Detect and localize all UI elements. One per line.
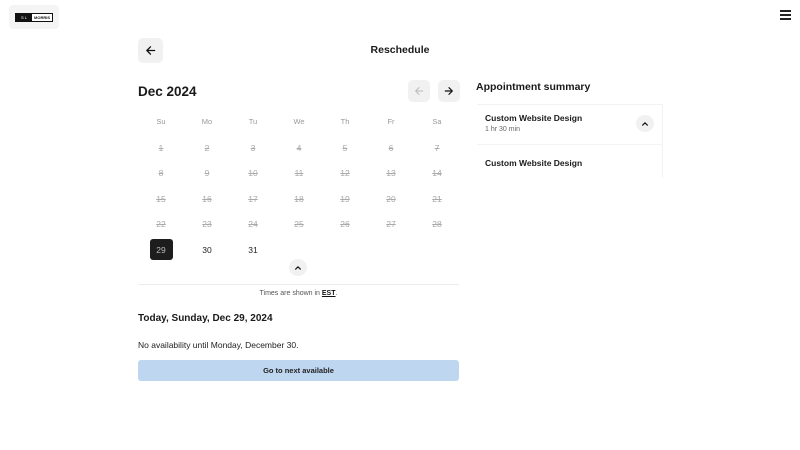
divider <box>138 284 459 285</box>
weekday-label: Fr <box>387 117 395 126</box>
calendar-day-number: 27 <box>386 219 396 230</box>
calendar-day <box>230 161 276 187</box>
timezone-link[interactable]: EST <box>321 290 336 297</box>
calendar-day <box>322 212 368 238</box>
selected-date-heading: Today, Sunday, Dec 29, 2024 <box>138 313 273 324</box>
calendar-day <box>184 161 230 187</box>
arrow-left-icon <box>145 45 156 56</box>
calendar-day <box>138 186 184 212</box>
calendar-day-number: 31 <box>248 244 258 255</box>
calendar-day <box>184 186 230 212</box>
calendar-day-number: 12 <box>340 168 350 179</box>
calendar-day <box>138 135 184 161</box>
calendar-day-number: 2 <box>204 142 210 153</box>
calendar-day-number: 5 <box>342 142 348 153</box>
calendar-day <box>414 212 460 238</box>
calendar-day <box>368 161 414 187</box>
weekday-label: Tu <box>248 117 258 126</box>
hamburger-menu-icon[interactable] <box>776 7 794 23</box>
calendar-day <box>414 186 460 212</box>
weekday-label: Su <box>156 117 166 126</box>
calendar-day <box>368 186 414 212</box>
calendar-day-number: 13 <box>386 168 396 179</box>
calendar-day-number: 15 <box>156 193 166 204</box>
arrow-right-icon <box>444 86 454 96</box>
calendar-day <box>322 186 368 212</box>
calendar-day <box>230 212 276 238</box>
calendar-day-number: 16 <box>202 193 212 204</box>
calendar-day <box>230 186 276 212</box>
logo-left-text: S L <box>20 14 27 20</box>
calendar-day <box>276 186 322 212</box>
calendar-day-number: 7 <box>434 142 440 153</box>
timezone-note <box>138 290 459 297</box>
logo-right-text: MORRIS <box>34 14 50 20</box>
calendar-day-number: 29 <box>150 239 173 260</box>
weekday-label: Sa <box>432 117 442 126</box>
calendar-month-label: Dec 2024 <box>138 84 197 99</box>
service-name: Custom Website Design <box>485 113 583 123</box>
calendar-day <box>184 212 230 238</box>
timezone-suffix: . <box>335 290 338 297</box>
calendar-day-number: 1 <box>158 142 164 153</box>
calendar-day-number: 9 <box>204 168 210 179</box>
summary-title: Appointment summary <box>476 81 591 93</box>
calendar-day-number: 18 <box>294 193 304 204</box>
go-to-next-available-button[interactable]: Go to next available <box>138 360 459 381</box>
timezone-prefix: Times are shown in <box>259 290 322 297</box>
calendar-day-today[interactable] <box>138 237 184 263</box>
calendar-day <box>368 212 414 238</box>
calendar-day-number: 22 <box>156 219 166 230</box>
calendar-day-number: 23 <box>202 219 212 230</box>
no-availability-message: No availability until Monday, December 30. <box>138 340 299 350</box>
back-button[interactable] <box>138 38 163 63</box>
weekday-label: Mo <box>201 117 213 126</box>
calendar-day <box>322 161 368 187</box>
calendar-day-number: 21 <box>432 193 442 204</box>
brand-logo[interactable] <box>9 5 59 29</box>
summary-divider <box>477 144 663 145</box>
calendar-day-number: 30 <box>202 244 212 255</box>
weekday-label: We <box>293 117 305 126</box>
calendar-day-number: 3 <box>250 142 256 153</box>
calendar-day <box>368 135 414 161</box>
calendar-days-grid <box>138 135 460 263</box>
calendar-day <box>414 135 460 161</box>
calendar-day-number: 17 <box>248 193 258 204</box>
weekday-label: Th <box>340 117 350 126</box>
calendar-day <box>322 135 368 161</box>
calendar-day <box>138 161 184 187</box>
calendar-day <box>184 135 230 161</box>
calendar-day <box>138 212 184 238</box>
service-duration: 1 hr 30 min <box>485 126 521 133</box>
arrow-left-icon <box>414 86 424 96</box>
calendar-day-number: 24 <box>248 219 258 230</box>
calendar-day-number: 8 <box>158 168 164 179</box>
calendar-day-number: 14 <box>432 168 442 179</box>
calendar-day-number: 20 <box>386 193 396 204</box>
calendar-day-number: 4 <box>296 142 302 153</box>
calendar-day <box>276 161 322 187</box>
calendar-day-number: 10 <box>248 168 258 179</box>
calendar-day-number: 25 <box>294 219 304 230</box>
calendar-day-number: 26 <box>340 219 350 230</box>
previous-month-button[interactable] <box>408 80 430 102</box>
collapse-calendar-button[interactable] <box>289 259 307 276</box>
chevron-up-icon <box>294 264 302 272</box>
page-title: Reschedule <box>370 44 430 56</box>
calendar-day-number: 19 <box>340 193 350 204</box>
calendar-day[interactable] <box>184 237 230 263</box>
chevron-up-icon <box>641 120 649 128</box>
calendar-day <box>276 135 322 161</box>
calendar-day <box>230 135 276 161</box>
calendar-day[interactable] <box>230 237 276 263</box>
calendar-day <box>414 161 460 187</box>
calendar-day <box>276 212 322 238</box>
calendar-day-number: 6 <box>388 142 394 153</box>
calendar-day-number: 28 <box>432 219 442 230</box>
service-detail-name: Custom Website Design <box>485 158 583 168</box>
next-month-button[interactable] <box>438 80 460 102</box>
calendar-day-number: 11 <box>294 168 304 179</box>
logo-mark <box>15 13 53 22</box>
toggle-service-details-button[interactable] <box>636 115 654 132</box>
weekday-header <box>138 117 460 126</box>
